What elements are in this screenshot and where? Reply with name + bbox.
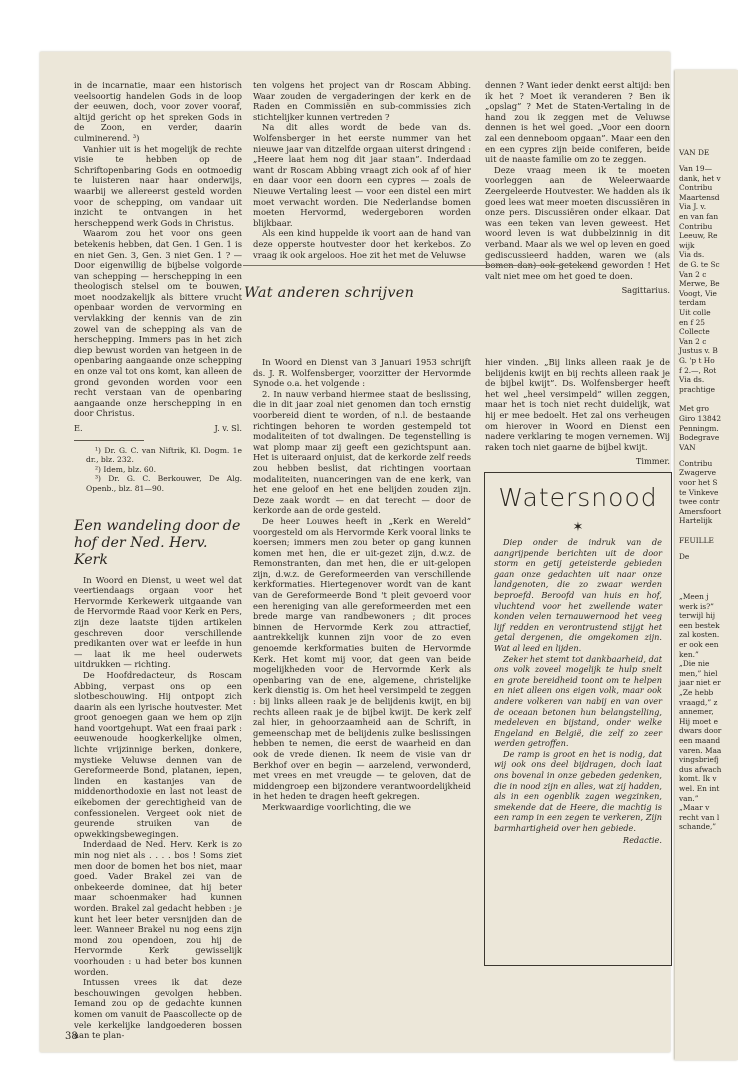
- footnote: ³) Dr. G. C. Berkouwer, De Alg. Openb., blz. 81—90.: [86, 474, 242, 493]
- edge-line: Zwagerve: [679, 468, 717, 478]
- paragraph: Na dit alles wordt de bede van ds. Wolfensberger in het eerste nummer van het nieuwe jaar van ditzelfde orgaan uiterst dringend : „Heere laat hem nog dit jaar staan”. Inderdaad want dr Roscam Abbing vraagt zich ook af of hier en daar voor een doorn een cypres — zoals de Nieuwe Vertaling leest — voor een distel een mirt moet verwacht worden. Die Nederlandse bomen moeten Hervormd, wedergeboren worden blijkbaar.: [253, 122, 471, 228]
- signature-right: J. v. Sl.: [214, 423, 242, 433]
- edge-line: Via ds.: [679, 250, 705, 260]
- edge-line: Contribu: [679, 221, 713, 231]
- edge-line: VAN: [679, 442, 696, 452]
- footnotes: [74, 446, 242, 494]
- signature-sagittarius: Sagittarius.: [621, 285, 670, 296]
- page-number: 38: [65, 1031, 78, 1042]
- paragraph: hier vinden. „Bij links alleen raak je de belijdenis kwijt en bij rechts alleen raak je de bijbel kwijt”. Ds. Wolfensberger heeft het wel „heel versimpeld” willen zeggen, maar het is toch niet recht duidelijk, wat hij er mee bedoelt. Het zal ons verheugen om hierover in Woord en Dienst een nadere verklaring te mogen vernemen. Wij raken toch niet gaarne de bijbel kwijt.: [485, 357, 670, 452]
- edge-line: dwars door: [679, 726, 722, 736]
- edge-line: annemer,: [679, 707, 714, 717]
- column-3-bottom: [485, 357, 670, 467]
- column-2-bottom: [253, 357, 471, 813]
- paragraph: Merkwaardige voorlichting, die we: [262, 801, 411, 812]
- edge-line: een bestek: [679, 620, 720, 630]
- column-2-top: [253, 80, 471, 260]
- paragraph: In Woord en Dienst van 3 Januari 1953 schrijft ds. J. R. Wolfensberger, voorzitter der Hervormde Synode o.a. het volgende :: [253, 357, 471, 389]
- paragraph: in de incarnatie, maar een historisch veelsoortig handelen Gods in de loop der eeuwen, doch, voor zover vooraf, altijd gericht op het spreken Gods in de Zoon, en verder, daarin culminerend. ³): [74, 80, 242, 143]
- edge-line: Van 19—: [679, 164, 712, 173]
- edge-line: werk is?”: [679, 601, 714, 611]
- paragraph: Inderdaad de Ned. Herv. Kerk is zo min nog niet als . . . . bos ! Soms ziet men door de bomen het bos niet, maar goed. Vader Brakel zei van de onbekeerde dominee, dat hij beter maar schoenmaker had kunnen worden. Brakel zal gedacht hebben : je kunt het leer beter versnijden dan de leer. Wanneer Brakel nu nog eens zijn mond zou opendoen, zou hij de Hervormde Kerk gewisselijk voorhouden : u had beter bos kunnen worden.: [74, 839, 242, 977]
- column-3-top: [485, 80, 670, 296]
- column-2-top-paragraphs: [253, 80, 471, 260]
- next-page-edge: [675, 70, 738, 1060]
- edge-line: Justus v. B: [679, 346, 718, 356]
- edge-line: varen. Maa: [679, 745, 722, 755]
- edge-line: ken.”: [679, 649, 699, 659]
- edge-line: FEUILLE: [679, 536, 714, 545]
- edge-line: „Die nie: [679, 659, 710, 669]
- paragraph: De Hoofdredacteur, ds Roscam Abbing, verpast ons op een slotbeschouwing. Hij ontpopt zich daarin als een lyrische houtvester. Met groot genoegen gaan we hem op zijn hand voortgehupt. Wat een fraai park : eeuwenoude hoogkerkelijke olmen, lichte vrijzinnige berken, donkere, mystieke Veluwse dennen van de Gereformeerde Bond, platanen, iepen, linden en kastanjes van de middenorthodoxie en last not least de eikebomen der gerechtigheid van de confessionelen. Vergeet ook niet de geurende struiken van de opwekkingsbewegingen.: [74, 669, 242, 839]
- footnote-rule: [74, 440, 144, 441]
- watersnood-box: [484, 472, 672, 966]
- edge-line: recht van l: [679, 812, 720, 822]
- paragraph: Diep onder de indruk van de aangrijpende berichten uit de door storm en getij geteisterde gebieden gaan onze gedachten uit naar onze landgenoten, die zo zwaar werden beproefd. Beroofd van huis en hof, vluchtend voor het zwellende water konden velen ternauwernood het veeg lijf redden en verontrustend stijgt het getal dergenen, die omgekomen zijn. Wat al leed en lijden.: [494, 537, 662, 653]
- edge-line: Leeuw, Re: [679, 231, 718, 241]
- edge-line: Via ds.: [679, 375, 705, 385]
- edge-line: wel. En int: [679, 784, 720, 793]
- paragraph: dennen ? Want ieder denkt eerst altijd: ben ik het ? Moet ik veranderen ? Ben ik „opslag” ? Met de Staten-Vertaling in de hand zou ik zeggen met de Veluwse dennen is het wel goed. „Voor een doorn zal een denneboom opgaan”. Maar een den en een cypres zijn beide coniferen, beide uit de naaste familie om zo te zeggen.: [485, 80, 670, 165]
- edge-line: twee contr: [679, 497, 720, 507]
- edge-line: Van 2 c: [679, 269, 707, 279]
- edge-line: men,” hiel: [679, 668, 718, 678]
- paragraph: Intussen vrees ik dat deze beschouwingen gevolgen hebben. Iemand zou op de gedachte kunnen komen om vanuit de Paascollecte op de vele kerkelijke landgoederen bossen aan te plan-: [74, 977, 242, 1041]
- edge-line: vingsbriefj: [679, 755, 719, 765]
- footnote: ²) Idem, blz. 60.: [95, 464, 156, 474]
- article-title: Een wandeling door de hof der Ned. Herv. Kerk: [74, 517, 241, 568]
- paragraph: De ramp is groot en het is nodig, dat wij ook ons deel bijdragen, doch laat ons bovenal in onze gebeden gedenken, die in nood zijn en alles, wat zij hadden, als in een ogenblik zagen wegzinken, smekende dat de Heere, die machtig is een ramp in een zegen te verkeren, Zijn barmhartigheid over hen gebiede.: [494, 748, 662, 834]
- watersnood-title: Watersnood: [498, 483, 658, 512]
- edge-line: Voogt, Vie: [679, 288, 717, 298]
- paragraph: ten volgens het project van dr Roscam Abbing. Waar zouden de vergaderingen der kerk en de Raden en Commissiën en sub-commissies zich stichtelijker kunnen vertreden ?: [253, 80, 471, 122]
- edge-line: Contribu: [679, 458, 713, 468]
- edge-line: schande,”: [679, 822, 717, 832]
- edge-line: De: [679, 552, 690, 561]
- watersnood-signature: Redactie.: [622, 834, 662, 845]
- edge-line: Hij moet e: [679, 716, 718, 726]
- section-divider: [243, 265, 593, 266]
- edge-line: van.”: [679, 793, 699, 803]
- edge-line: Bodegrave: [679, 433, 720, 443]
- column-1: [74, 80, 242, 1041]
- edge-line: f 2.—, Rot: [679, 365, 717, 375]
- paragraph: 2. In nauw verband hiermee staat de beslissing, die in dit jaar zoal niet genomen dan toch ernstig voorbereid dient te worden, of n.l. de bestaande richtingen behoren te worden gestempeld tot modaliteiten of tot dwalingen. De tegenstelling is wat plomp maar zij geeft een gezichtspunt aan. Het is uiteraard onjuist, dat de kerkorde zelf reeds zou hebben beslist, dat richtingen voortaan modaliteiten, nuanceringen van de ene kerk, van het ene geloof en het ene belijden zouden zijn. Deze zaak wordt — en dat terecht — door de kerkorde aan de orde gesteld.: [253, 388, 471, 516]
- edge-line: voor het S: [679, 478, 718, 487]
- edge-line: er ook een: [679, 640, 719, 649]
- paragraph: Als een kind huppelde ik voort aan de hand van deze opperste houtvester door het kerkebos. Zo vraag ik ook argeloos. Hoe zit het met de Veluwse: [253, 228, 471, 260]
- paragraph: In Woord en Dienst, u weet wel dat veertiendaags orgaan voor het Hervormde Kerkewerk uitgaande van de Hervormde Raad voor Kerk en Pers, zijn deze laatste tijden artikelen geschreven door verschillende predikanten over wat er leefde in hun — laat ik me heel ouderwets uitdrukken — richting.: [74, 574, 242, 670]
- edge-line: Met gro: [679, 404, 709, 414]
- edge-line: Contribu: [679, 183, 713, 193]
- edge-line: terdam: [679, 298, 707, 308]
- edge-line: terwijl hij: [679, 611, 715, 621]
- edge-line: Merwe, Be: [679, 279, 720, 289]
- paragraph: Zeker het stemt tot dankbaarheid, dat ons volk zoveel mogelijk te hulp snelt en grote bereidheid toont om te helpen en niet alleen ons eigen volk, maar ook andere volkeren van nabij en van over de oceaan betonen hun belangstelling, medeleven en bijstand, onder welke Engeland en België, die zelf zo zeer werden getroffen.: [494, 653, 662, 749]
- edge-line: vraagd,” z: [679, 697, 718, 707]
- column-2-bottom-paragraphs: [253, 357, 471, 813]
- column-3-bottom-paragraphs: [485, 357, 670, 452]
- column-3-top-paragraphs: [485, 80, 670, 281]
- edge-line: Via J. v.: [679, 202, 707, 212]
- edge-line: Amersfoort: [679, 506, 722, 516]
- edge-line: dus afwach: [679, 764, 722, 774]
- edge-line: prachtige: [679, 384, 716, 394]
- edge-line: „Ze hebb: [679, 688, 714, 697]
- edge-line: te Vinkeve: [679, 487, 719, 497]
- edge-line: G. 'p t Ho: [679, 356, 715, 365]
- edge-line: een maand: [679, 736, 721, 745]
- edge-line: Maartensd: [679, 192, 720, 202]
- edge-line: „Maar v: [679, 803, 710, 813]
- footnote: ¹) Dr. G. C. van Niftrik, Kl. Dogm. 1e dr., blz. 232.: [86, 445, 242, 465]
- watersnood-text: [485, 537, 671, 845]
- edge-line: dank, het v: [679, 173, 721, 183]
- edge-line: Hartelijk: [679, 516, 713, 526]
- edge-line: Penningm.: [679, 423, 719, 433]
- column-1-paragraphs: [74, 80, 242, 419]
- paragraph: Deze vraag meen ik te moeten voorleggen aan de Weleerwaarde Zeergeleerde Houtvester. We hadden als ik goed lees wat meer moeten discussiëren in onze pers. Discussiëren onder elkaar. Dat was een teken van leven geweest. Het woord leven is wat dubbelzinnig in dit verband. Maar als we wel op leven en goed gediscussieerd hadden, waren we (als bomen dan) ook getekend geworden ! Het valt niet mee om het goed te doen.: [485, 164, 670, 281]
- signature-row: [74, 423, 242, 434]
- edge-line: zal kosten.: [679, 630, 720, 640]
- paragraph: Waarom zou het voor ons geen betekenis hebben, dat Gen. 1 Gen. 1 is en niet Gen. 3, Gen. 3 niet Gen. 1 ? — Door eigenwillig de bijbelse volgorde van schepping — herschepping in een theologisch stelsel om te bouwen, moet noodzakelijk als bittere vrucht openbaar worden de vervorming en vervlakking der kennis van de zin zowel van de schepping als van de herschepping. Immers pas in het zich diep bewust worden van hetgeen in de openbaring aangaande onze schepping en onze val tot ons komt, kan alleen de grond gevonden worden voor een recht verstaan van de openbaring aangaande onze herschepping in en door Christus.: [74, 228, 242, 419]
- section-title-wat-anderen: Wat anderen schrijven: [244, 285, 415, 301]
- edge-line: Uit colle: [679, 308, 711, 317]
- star-ornament: ✶: [572, 520, 584, 535]
- edge-line: Giro 13842: [679, 414, 722, 423]
- signature-left: E.: [74, 423, 83, 433]
- edge-line: „Meen j: [679, 592, 709, 601]
- paragraph: Vanhier uit is het mogelijk de rechte visie te hebben op de Schriftopenbaring Gods en ootmoedig te luisteren naar haar onderwijs, waarbij we allereerst gesteld worden voor de schepping, om vandaar uit inzicht te ontvangen in het herscheppend werk Gods in Christus.: [74, 143, 242, 228]
- edge-line: komt. Ik v: [679, 774, 717, 784]
- edge-line: en f 25: [679, 317, 705, 327]
- edge-line: Collecte: [679, 327, 710, 337]
- edge-line: wijk: [679, 240, 695, 250]
- edge-line: VAN DE: [679, 148, 710, 157]
- signature-row-3: [485, 456, 670, 467]
- edge-line: de G. te Sc: [679, 260, 720, 269]
- signature-timmer: Timmer.: [635, 456, 670, 467]
- edge-line: en van fan: [679, 212, 719, 221]
- edge-line: jaar niet er: [679, 678, 721, 688]
- edge-line: Van 2 c: [679, 336, 707, 346]
- paragraph: De heer Louwes heeft in „Kerk en Wereld” voorgesteld om als Hervormde Kerk vooral links te koersen; immers men zou beter op gang kunnen komen met hen, die er uit-gezet zijn, d.w.z. de Remonstranten, dan met hen, die er uit-gelopen zijn, d.w.z. de Gereformeerden van verschillende kerkformaties. Hiertegenover wordt van de kant van de Gereformeerde Bond 't pleit gevoerd voor een hereniging van alle gereformeerden met een brede marge van randbewoners ; dit proces binnen de Hervormde Kerk zou attractief, aantrekkelijk kunnen zijn voor de zo even genoemde kerkformaties buiten de Hervormde Kerk. Het komt mij voor, dat geen van beide mogelijkheden voor de Hervormde Kerk als openbaring van de ene, algemene, christelijke kerk dienstig is. Om het heel versimpeld te zeggen : bij links alleen raak je de belijdenis kwijt, en bij rechts alleen raak je de bijbel kwijt. De kerk zelf zal hier, in gehoorzaamheid aan de Schrift, in gemeenschap met de belijdenis zulke beslissingen hebben te nemen, die eerst de waarheid en dan ook de vrede dienen. Ik neem de visie van dr Berkhof over en begin — aarzelend, verwonderd, met vrees en met vreugde — te geloven, dat de middengroep een bijzondere verantwoordelijkheid in het heden te dragen heeft gekregen.: [253, 515, 471, 802]
- article-paragraphs: [74, 575, 242, 1041]
